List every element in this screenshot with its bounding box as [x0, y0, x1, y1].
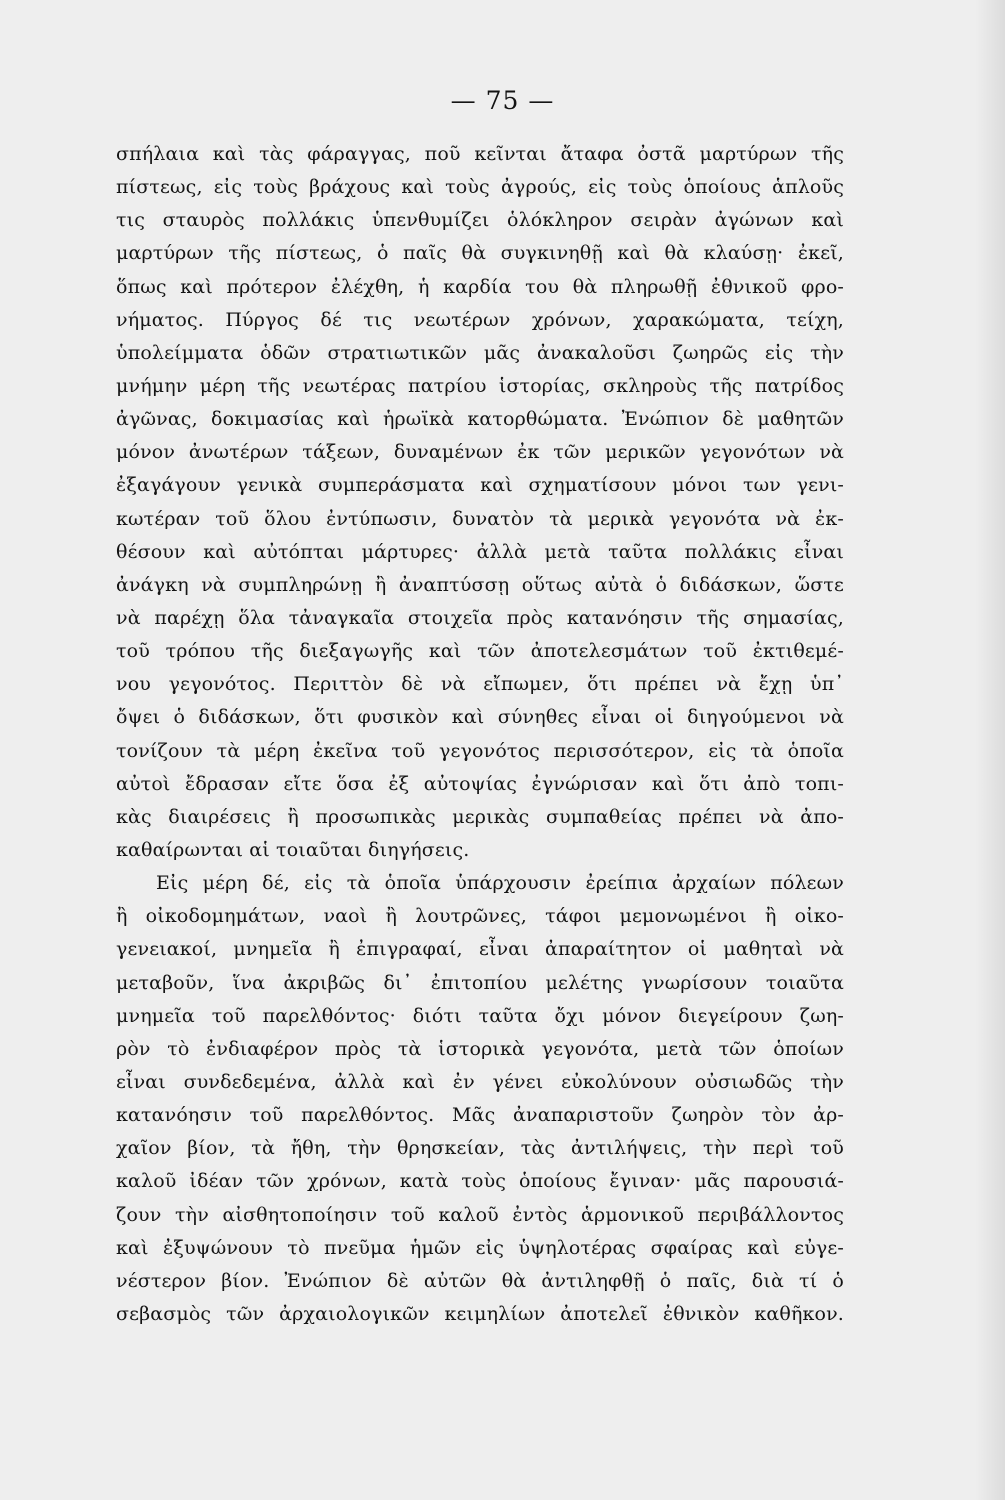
text-line: εἶναι συνδεδεμένα, ἀλλὰ καὶ ἐν γένει εὐκολύνουν οὐσιωδῶς τὴν — [116, 1070, 844, 1093]
text-line: ὅπως καὶ πρότερον ἐλέχθη, ἡ καρδία του θὰ πληρωθῇ ἐθνικοῦ φρο- — [116, 275, 844, 298]
text-line: κωτέραν τοῦ ὅλου ἐντύπωσιν, δυνατὸν τὰ μερικὰ γεγονότα νὰ ἐκ- — [116, 507, 844, 530]
text-line: θέσουν καὶ αὐτόπται μάρτυρες· ἀλλὰ μετὰ ταῦτα πολλάκις εἶναι — [116, 540, 844, 563]
text-line: καλοῦ ἰδέαν τῶν χρόνων, κατὰ τοὺς ὁποίους ἔγιναν· μᾶς παρουσιά- — [116, 1170, 844, 1193]
text-line: νήματος. Πύργος δέ τις νεωτέρων χρόνων, χαρακώματα, τείχη, — [116, 308, 844, 331]
text-line: μνήμην μέρη τῆς νεωτέρας πατρίου ἱστορίας, σκληροὺς τῆς πατρίδος — [116, 374, 844, 397]
text-line: ζουν τὴν αἰσθητοποίησιν τοῦ καλοῦ ἐντὸς ἁρμονικοῦ περιβάλλοντος — [116, 1203, 844, 1226]
page-edge-shadow — [975, 0, 1005, 1500]
text-line: μνημεῖα τοῦ παρελθόντος· διότι ταῦτα ὄχι μόνον διεγείρουν ζωη- — [116, 1004, 844, 1027]
text-line: κὰς διαιρέσεις ἢ προσωπικὰς μερικὰς συμπαθείας πρέπει νὰ ἀπο- — [116, 805, 844, 828]
text-line: ἢ οἰκοδομημάτων, ναοὶ ἢ λουτρῶνες, τάφοι μεμονωμένοι ἢ οἰκο- — [116, 905, 844, 928]
text-line: ρὸν τὸ ἐνδιαφέρον πρὸς τὰ ἱστορικὰ γεγονότα, μετὰ τῶν ὁποίων — [116, 1037, 844, 1060]
text-line: κατανόησιν τοῦ παρελθόντος. Μᾶς ἀναπαριστοῦν ζωηρὸν τὸν ἀρ- — [116, 1104, 844, 1127]
text-line: σπήλαια καὶ τὰς φάραγγας, ποῦ κεῖνται ἄταφα ὀστᾶ μαρτύρων τῆς — [116, 143, 844, 165]
text-line: ἀγῶνας, δοκιμασίας καὶ ἡρωϊκὰ κατορθώματα. Ἐνώπιον δὲ μαθητῶν — [116, 408, 844, 431]
paragraph-end-line: καθαίρωνται αἱ τοιαῦται διηγήσεις. — [116, 838, 470, 861]
paragraph-start-line: Εἰς μέρη δέ, εἰς τὰ ὁποῖα ὑπάρχουσιν ἐρείπια ἀρχαίων πόλεων — [156, 872, 844, 895]
text-line: πίστεως, εἰς τοὺς βράχους καὶ τοὺς ἀγρούς, εἰς τοὺς ὁποίους ἁπλοῦς — [116, 176, 844, 199]
text-line: αὐτοὶ ἔδρασαν εἴτε ὅσα ἐξ αὐτοψίας ἐγνώρισαν καὶ ὅτι ἀπὸ τοπι- — [116, 772, 844, 795]
text-line: σεβασμὸς τῶν ἀρχαιολογικῶν κειμηλίων ἀποτελεῖ ἐθνικὸν καθῆκον. — [116, 1302, 844, 1325]
text-line: ὄψει ὁ διδάσκων, ὅτι φυσικὸν καὶ σύνηθες εἶναι οἱ διηγούμενοι νὰ — [116, 706, 844, 729]
text-line: ἀνάγκη νὰ συμπληρώνῃ ἢ ἀναπτύσσῃ οὕτως αὐτὰ ὁ διδάσκων, ὥστε — [116, 573, 844, 596]
text-line: καὶ ἐξυψώνουν τὸ πνεῦμα ἡμῶν εἰς ὑψηλοτέρας σφαίρας καὶ εὐγε- — [116, 1236, 844, 1259]
body-text — [116, 138, 844, 1331]
text-line: τις σταυρὸς πολλάκις ὑπενθυμίζει ὁλόκληρον σειρὰν ἀγώνων καὶ — [116, 209, 844, 232]
text-line: μεταβοῦν, ἵνα ἀκριβῶς δι᾿ ἐπιτοπίου μελέτης γνωρίσουν τοιαῦτα — [116, 971, 844, 994]
text-line: χαῖον βίον, τὰ ἤθη, τὴν θρησκείαν, τὰς ἀντιλήψεις, τὴν περὶ τοῦ — [116, 1137, 844, 1160]
text-line: τονίζουν τὰ μέρη ἐκεῖνα τοῦ γεγονότος περισσότερον, εἰς τὰ ὁποῖα — [116, 739, 844, 762]
text-line: νέστερον βίον. Ἐνώπιον δὲ αὐτῶν θὰ ἀντιληφθῇ ὁ παῖς, διὰ τί ὁ — [116, 1269, 844, 1292]
text-line: μαρτύρων τῆς πίστεως, ὁ παῖς θὰ συγκινηθῇ καὶ θὰ κλαύσῃ· ἐκεῖ, — [116, 242, 844, 265]
page-number: — 75 — — [450, 86, 555, 115]
text-line: νου γεγονότος. Περιττὸν δὲ νὰ εἴπωμεν, ὅτι πρέπει νὰ ἔχῃ ὑπ᾿ — [116, 673, 844, 696]
text-line: ὑπολείμματα ὁδῶν στρατιωτικῶν μᾶς ἀνακαλοῦσι ζωηρῶς εἰς τὴν — [116, 341, 844, 364]
text-line: τοῦ τρόπου τῆς διεξαγωγῆς καὶ τῶν ἀποτελεσμάτων τοῦ ἐκτιθεμέ- — [116, 640, 844, 663]
text-line: μόνον ἀνωτέρων τάξεων, δυναμένων ἐκ τῶν μερικῶν γεγονότων νὰ — [116, 441, 844, 464]
text-line: γενειακοί, μνημεῖα ἢ ἐπιγραφαί, εἶναι ἀπαραίτητον οἱ μαθηταὶ νὰ — [116, 938, 844, 961]
text-line: νὰ παρέχῃ ὅλα τἀναγκαῖα στοιχεῖα πρὸς κατανόησιν τῆς σημασίας, — [116, 606, 844, 629]
text-line: ἐξαγάγουν γενικὰ συμπεράσματα καὶ σχηματίσουν μόνοι των γενι- — [116, 474, 844, 497]
